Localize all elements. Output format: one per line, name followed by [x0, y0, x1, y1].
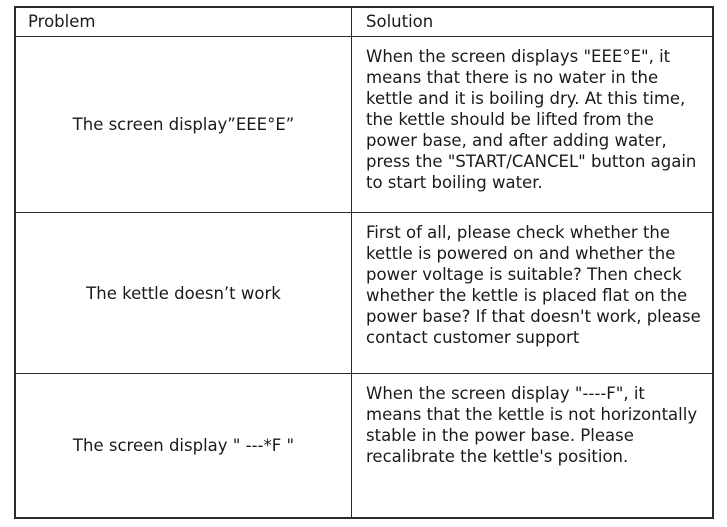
solution-cell-3: When the screen display "----F", it means that the kettle is not horizontally stable in the power base. Please recalibrate the kettle's position. — [366, 384, 698, 466]
solution-cell-2: First of all, please check whether the kettle is powered on and whether the power voltage is suitable? Then check whether the kettle is placed flat on the power base? If that doesn't work, please contact customer support — [352, 213, 712, 374]
header-problem: Problem — [16, 8, 352, 37]
problem-cell-3: The screen display " ---*F " — [16, 374, 352, 517]
solution-cell-1: When the screen displays "EEE°E", it means that there is no water in the kettle and it is boiling dry. At this time, the kettle should be lifted from the power base, and after adding water, press the "START/CANCEL" button again to start boiling water. — [352, 37, 712, 213]
problem-cell-1: The screen display”EEE°E” — [16, 37, 352, 213]
troubleshooting-table — [14, 6, 714, 519]
header-solution: Solution — [352, 8, 712, 37]
problem-cell-2: The kettle doesn’t work — [16, 213, 352, 374]
